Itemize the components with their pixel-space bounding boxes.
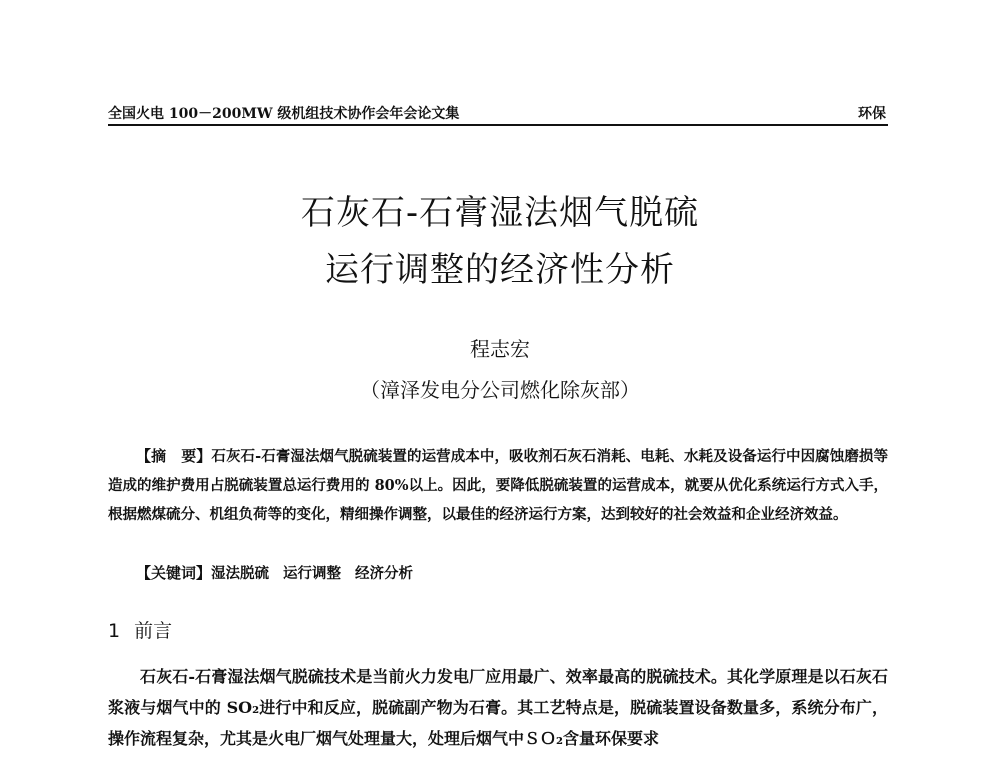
paper-title-line-2: 运行调整的经济性分析 bbox=[325, 250, 675, 290]
section-number: 1 bbox=[108, 620, 121, 642]
abstract bbox=[108, 442, 888, 529]
author-affiliation: （漳泽发电分公司燃化除灰部） bbox=[360, 378, 640, 402]
running-header-proceedings: 全国火电 100－200MW 级机组技术协作会年会论文集 bbox=[108, 106, 460, 122]
body-paragraph: 石灰石-石膏湿法烟气脱硫技术是当前火力发电厂应用最广、效率最高的脱硫技术。其化学原理是以石灰石浆液与烟气中的 SO₂进行中和反应，脱硫副产物为石膏。其工艺特点是，脱硫装置设备数量多，系统分布广，操作流程复杂，尤其是火电厂烟气处理量大，处理后烟气中ＳＯ₂含量环保要求 bbox=[108, 667, 888, 748]
keyword-item: 湿法脱硫 bbox=[211, 565, 270, 582]
abstract-label: 【摘 要】 bbox=[136, 447, 212, 465]
header-rule bbox=[108, 124, 888, 126]
running-header bbox=[108, 103, 888, 125]
keywords-label: 【关键词】 bbox=[136, 564, 212, 582]
section-heading bbox=[108, 618, 172, 644]
abstract-text: 石灰石-石膏湿法烟气脱硫装置的运营成本中，吸收剂石灰石消耗、电耗、水耗及设备运行中因腐蚀磨损等造成的维护费用占脱硫装置总运行费用的 80%以上。因此，要降低脱硫装置的运营成本，就要从优化系统运行方式入手，根据燃煤硫分、机组负荷等的变化，精细操作调整，以最佳的经济运行方案，达到较好的社会效益和企业经济效益。 bbox=[108, 448, 888, 523]
keywords bbox=[136, 560, 886, 587]
section-title: 前言 bbox=[134, 620, 173, 642]
author-name: 程志宏 bbox=[470, 337, 530, 361]
keyword-item: 经济分析 bbox=[355, 565, 414, 582]
keyword-item: 运行调整 bbox=[283, 565, 342, 582]
running-header-category: 环保 bbox=[858, 106, 886, 122]
paper-title-line-1: 石灰石-石膏湿法烟气脱硫 bbox=[300, 193, 700, 233]
